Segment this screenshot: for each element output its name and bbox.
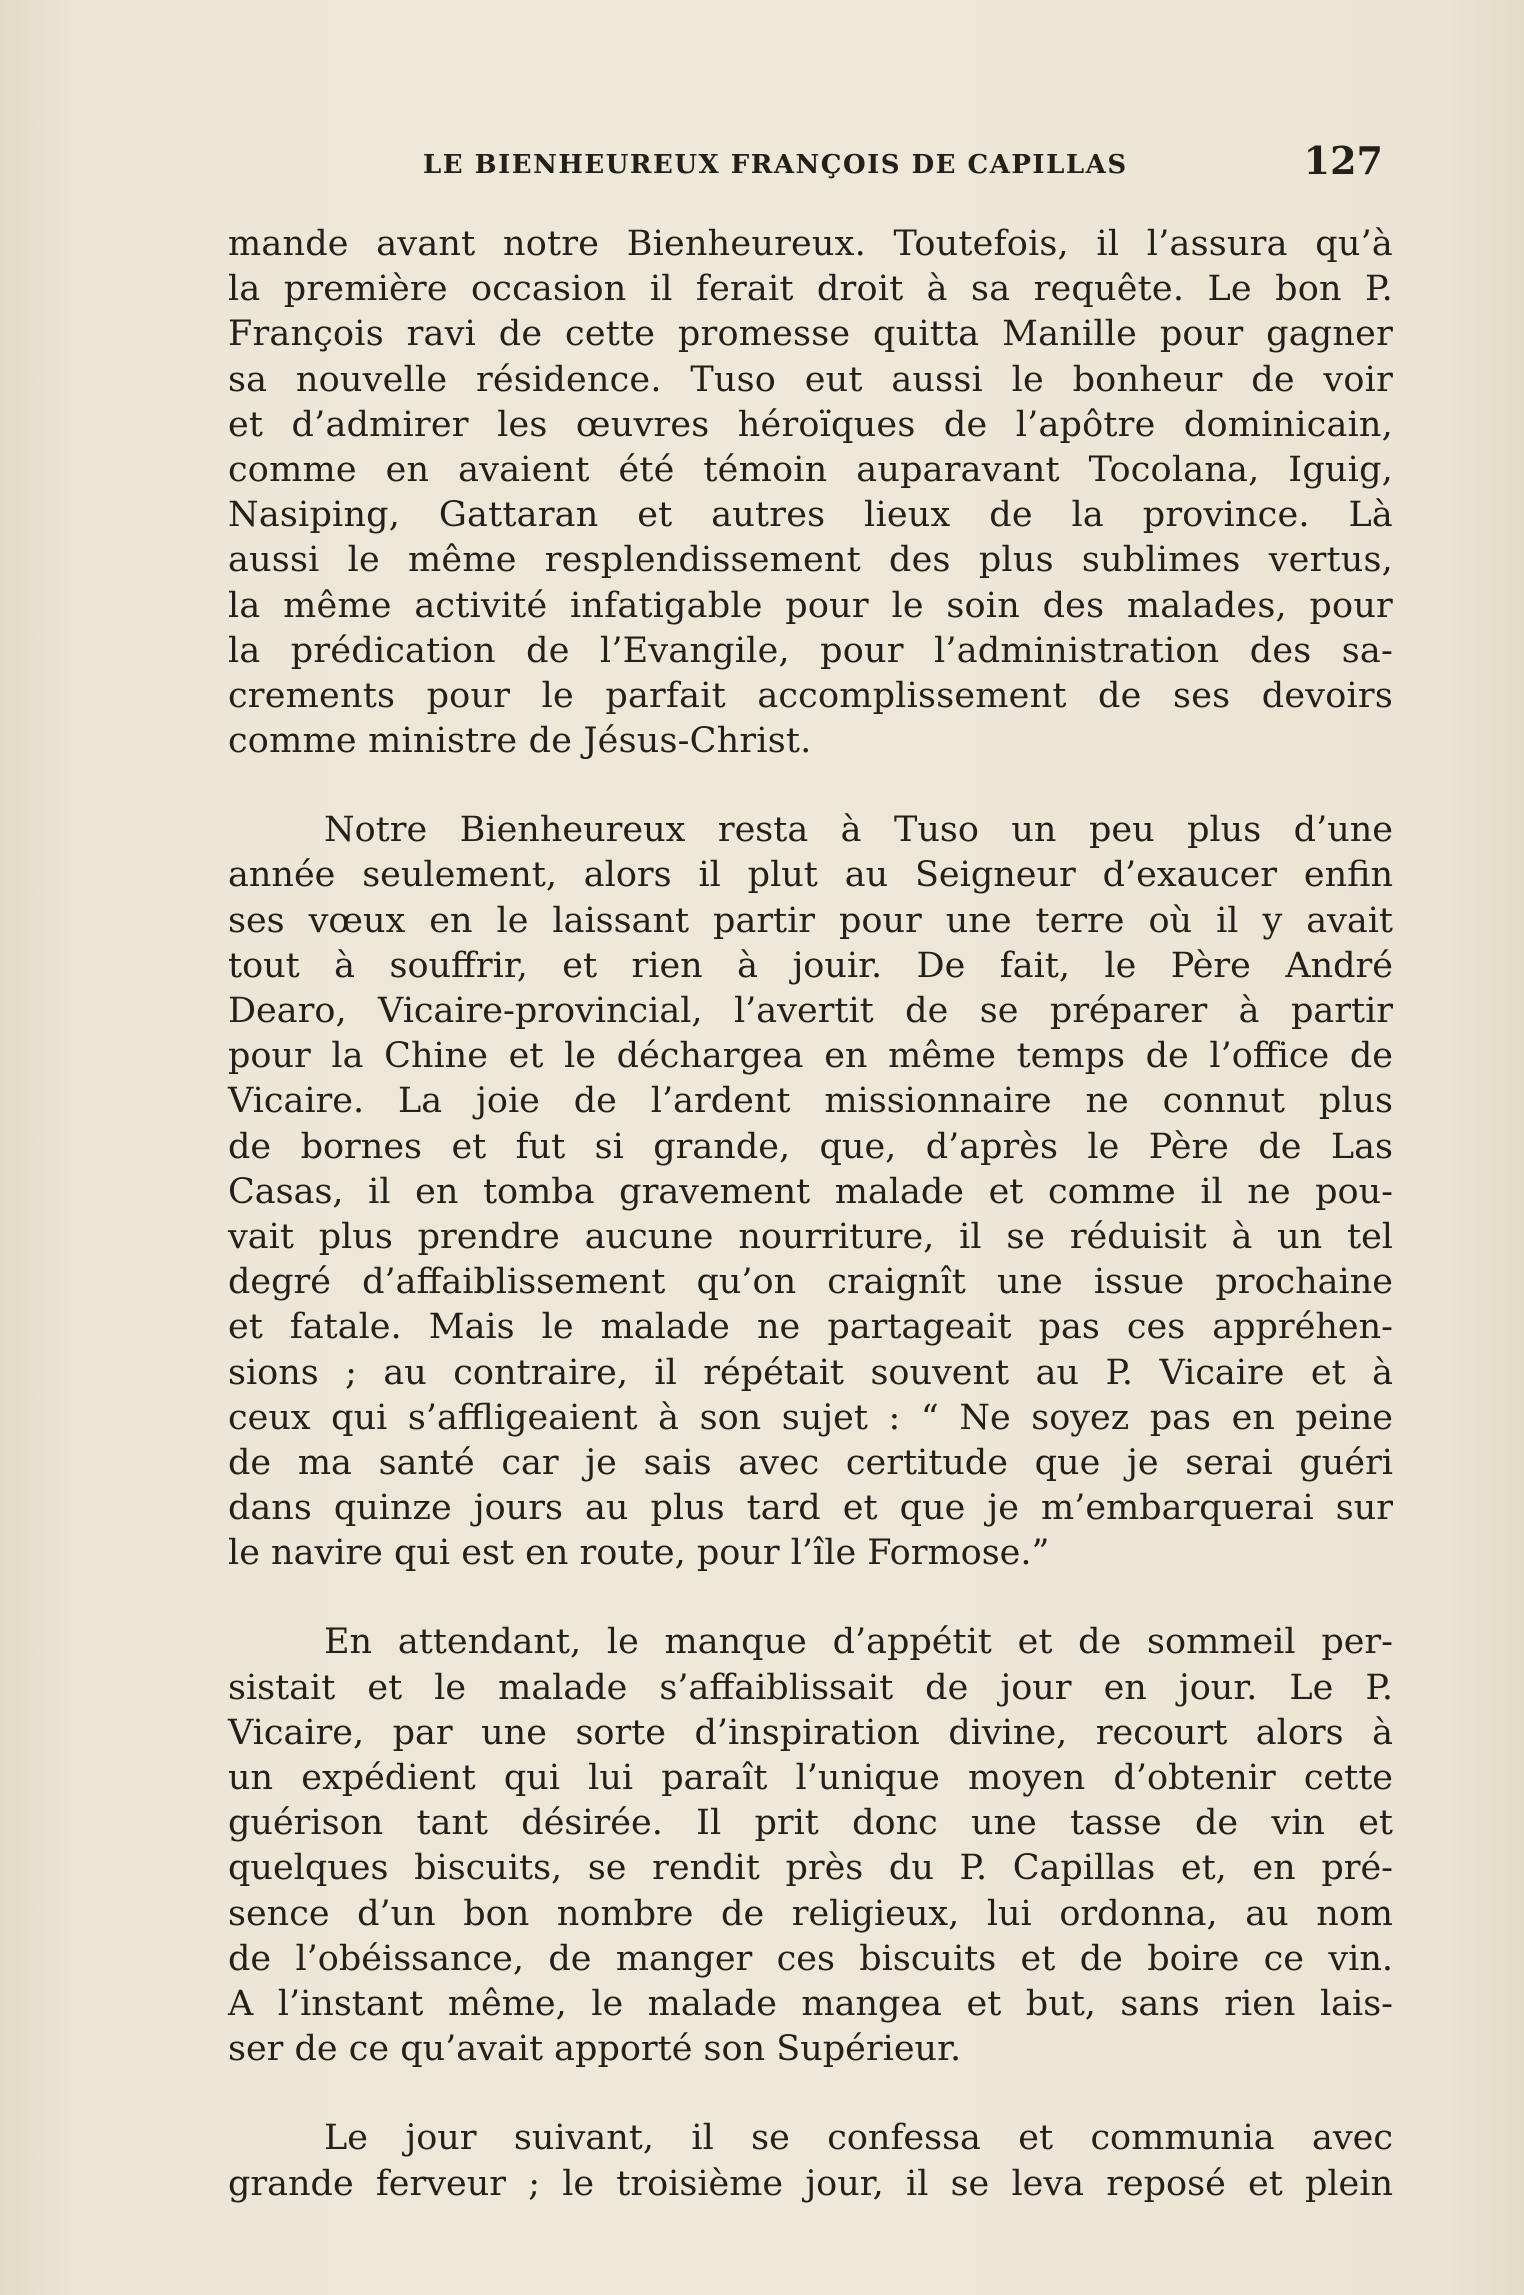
- text-line: Nasiping, Gattaran et autres lieux de la province. Là: [228, 495, 1393, 536]
- text-line: Notre Bienheureux resta à Tuso un peu plus d’une: [324, 810, 1393, 851]
- text-line: tout à souffrir, et rien à jouir. De fait, le Père André: [228, 945, 1393, 986]
- text-line: comme en avaient été témoin auparavant Tocolana, Iguig,: [228, 449, 1393, 490]
- text-line: quelques biscuits, se rendit près du P. Capillas et, en pré-: [228, 1848, 1393, 1889]
- text-line: un expédient qui lui paraît l’unique moyen d’obtenir cette: [228, 1758, 1393, 1798]
- text-line: année seulement, alors il plut au Seigneur d’exaucer enfin: [228, 855, 1393, 896]
- text-line: Vicaire. La joie de l’ardent missionnaire ne connut plus: [228, 1081, 1393, 1122]
- text-line: mande avant notre Bienheureux. Toutefois, il l’assura qu’à: [228, 224, 1393, 264]
- text-line: la prédication de l’Evangile, pour l’administration des sa-: [228, 630, 1393, 671]
- text-line: de bornes et fut si grande, que, d’après le Père de Las: [228, 1126, 1393, 1167]
- text-line: et fatale. Mais le malade ne partageait pas ces appréhen-: [228, 1307, 1393, 1348]
- text-line: Vicaire, par une sorte d’inspiration divine, recourt alors à: [228, 1712, 1393, 1753]
- text-line: dans quinze jours au plus tard et que je m’embarquerai sur: [228, 1488, 1393, 1529]
- running-title: LE BIENHEUREUX FRANÇOIS DE CAPILLAS: [423, 150, 1128, 180]
- text-line: la même activité infatigable pour le soin des malades, pour: [228, 585, 1393, 626]
- text-line: comme ministre de Jésus-Christ.: [228, 721, 812, 762]
- text-line: Casas, il en tomba gravement malade et comme il ne pou-: [228, 1171, 1393, 1212]
- page-number: 127: [1303, 138, 1383, 183]
- text-line: Dearo, Vicaire-provincial, l’avertit de se préparer à partir: [228, 991, 1393, 1031]
- paragraph-1: [228, 222, 1393, 764]
- text-line: la première occasion il ferait droit à sa requête. Le bon P.: [228, 269, 1393, 310]
- text-line: guérison tant désirée. Il prit donc une tasse de vin et: [228, 1803, 1393, 1844]
- text-line: A l’instant même, le malade mangea et but, sans rien lais-: [228, 1983, 1393, 2024]
- text-line: crements pour le parfait accomplissement de ses devoirs: [228, 675, 1393, 716]
- text-line: Le jour suivant, il se confessa et communia avec: [324, 2118, 1393, 2159]
- text-line: ceux qui s’affligeaient à son sujet : “ Ne soyez pas en peine: [228, 1397, 1393, 1438]
- running-head: [228, 138, 1383, 188]
- text-line: sistait et le malade s’affaiblissait de jour en jour. Le P.: [228, 1667, 1393, 1708]
- paragraph-2: [228, 808, 1393, 1576]
- text-line: pour la Chine et le déchargea en même temps de l’office de: [228, 1036, 1393, 1077]
- text-line: de ma santé car je sais avec certitude que je serai guéri: [228, 1442, 1393, 1483]
- text-line: le navire qui est en route, pour l’île Formose.”: [228, 1533, 1050, 1574]
- text-line: sa nouvelle résidence. Tuso eut aussi le bonheur de voir: [228, 359, 1393, 400]
- text-line: François ravi de cette promesse quitta Manille pour gagner: [228, 314, 1393, 355]
- text-line: de l’obéissance, de manger ces biscuits et de boire ce vin.: [228, 1938, 1393, 1979]
- text-line: ser de ce qu’avait apporté son Supérieur.: [228, 2029, 962, 2070]
- text-line: degré d’affaiblissement qu’on craignît une issue prochaine: [228, 1262, 1393, 1303]
- paragraph-4: [228, 2116, 1393, 2206]
- text-line: grande ferveur ; le troisième jour, il se leva reposé et plein: [228, 2163, 1393, 2204]
- text-line: sence d’un bon nombre de religieux, lui ordonna, au nom: [228, 1893, 1393, 1934]
- text-line: En attendant, le manque d’appétit et de sommeil per-: [324, 1622, 1393, 1663]
- text-line: sions ; au contraire, il répétait souvent au P. Vicaire et à: [228, 1352, 1393, 1393]
- text-line: et d’admirer les œuvres héroïques de l’apôtre dominicain,: [228, 404, 1393, 445]
- paragraph-3: [228, 1620, 1393, 2072]
- text-line: vait plus prendre aucune nourriture, il se réduisit à un tel: [228, 1216, 1393, 1257]
- body-text: [228, 222, 1393, 2207]
- text-line: ses vœux en le laissant partir pour une terre où il y avait: [228, 900, 1393, 941]
- text-line: aussi le même resplendissement des plus sublimes vertus,: [228, 540, 1393, 581]
